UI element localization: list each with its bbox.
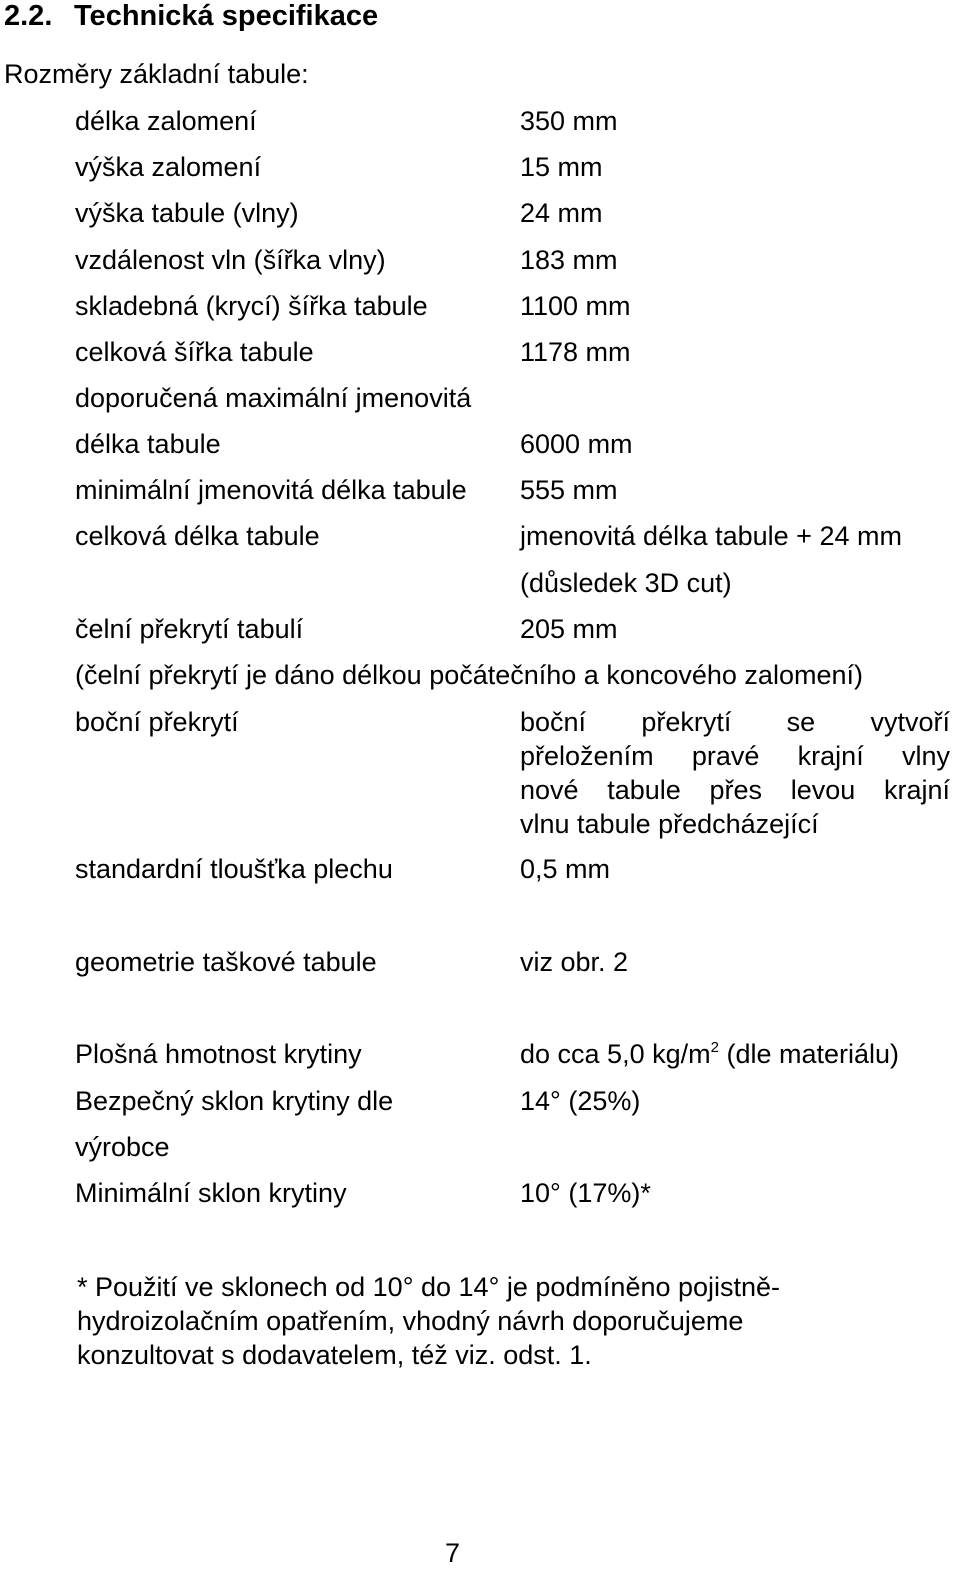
spec-value: 1178 mm: [520, 337, 631, 367]
spec-value: 205 mm: [520, 614, 618, 644]
spec-value: 6000 mm: [520, 429, 633, 459]
description-line: vlnu tabule předcházející: [520, 809, 819, 839]
spec-value: 183 mm: [520, 245, 618, 275]
spec-label: Plošná hmotnost krytiny: [75, 1039, 362, 1069]
front-overlap-note: (čelní překrytí je dáno délkou počátečního a koncového zalomení): [75, 660, 863, 690]
spec-label: celková délka tabule: [75, 521, 320, 551]
footnote-line: * Použití ve sklonech od 10° do 14° je podmíněno pojistně-: [77, 1272, 781, 1302]
spec-label: Minimální sklon krytiny: [75, 1178, 347, 1208]
spec-label: Bezpečný sklon krytiny dle: [75, 1086, 394, 1116]
description-line: boční překrytí se vytvoří: [520, 707, 950, 737]
section-heading: [4, 0, 378, 33]
weight-value: do cca 5,0 kg/m: [520, 1039, 711, 1069]
spec-value: viz obr. 2: [520, 947, 629, 977]
spec-label: délka zalomení: [75, 106, 257, 136]
spec-value: 14° (25%): [520, 1086, 641, 1116]
dimensions-heading: Rozměry základní tabule:: [4, 59, 309, 89]
spec-label: geometrie taškové tabule: [75, 947, 377, 977]
footnote-line: hydroizolačním opatřením, vhodný návrh doporučujeme: [77, 1306, 744, 1336]
description-line: přeložením pravé krajní vlny: [520, 741, 950, 771]
page-number: 7: [445, 1538, 461, 1568]
spec-label: výška zalomení: [75, 152, 262, 182]
section-title: Technická specifikace: [74, 0, 379, 32]
spec-value: 350 mm: [520, 106, 618, 136]
spec-label: délka tabule: [75, 429, 221, 459]
spec-value: jmenovitá délka tabule + 24 mm: [520, 521, 902, 551]
spec-label: výrobce: [75, 1132, 170, 1162]
spec-label: boční překrytí: [75, 707, 239, 737]
spec-value: [520, 1039, 899, 1070]
spec-label: výška tabule (vlny): [75, 198, 299, 228]
spec-label: čelní překrytí tabulí: [75, 614, 304, 644]
spec-value: 15 mm: [520, 152, 603, 182]
spec-value: 555 mm: [520, 475, 618, 505]
spec-label: minimální jmenovitá délka tabule: [75, 475, 467, 505]
spec-value: (důsledek 3D cut): [520, 568, 732, 598]
description-line: nové tabule přes levou krajní: [520, 775, 950, 805]
spec-label: vzdálenost vln (šířka vlny): [75, 245, 386, 275]
weight-exponent: 2: [710, 1039, 719, 1056]
spec-label: celková šířka tabule: [75, 337, 314, 367]
section-number: 2.2.: [4, 0, 53, 32]
spec-label: skladebná (krycí) šířka tabule: [75, 291, 428, 321]
spec-value: 0,5 mm: [520, 854, 611, 884]
spec-value: 1100 mm: [520, 291, 631, 321]
spec-value: 24 mm: [520, 198, 603, 228]
side-overlap-description: [520, 705, 950, 841]
spec-value: 10° (17%)*: [520, 1178, 651, 1208]
footnote: [77, 1270, 780, 1372]
footnote-line: konzultovat s dodavatelem, též viz. odst. 1.: [77, 1340, 592, 1370]
spec-label: standardní tloušťka plechu: [75, 854, 393, 884]
weight-note: (dle materiálu): [718, 1039, 900, 1069]
spec-label: doporučená maximální jmenovitá: [75, 383, 472, 413]
